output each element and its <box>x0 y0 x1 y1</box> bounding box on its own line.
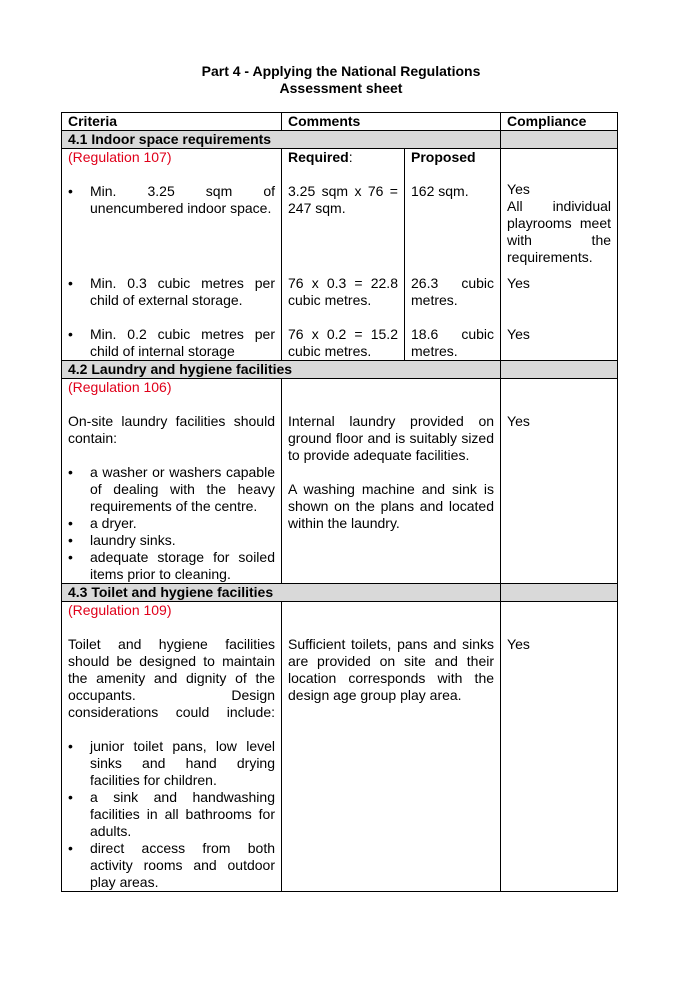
section-title-4-2: 4.2 Laundry and hygiene facilities <box>62 361 501 379</box>
list-item: • junior toilet pans, low level sinks and hand drying facilities for children. <box>68 738 275 789</box>
criteria-list <box>68 464 275 583</box>
criteria-item: • Min. 0.3 cubic metres per child of external storage. <box>68 275 275 309</box>
table-row <box>62 275 618 326</box>
comment-text: Sufficient toilets, pans and sinks are provided on site and their location corresponds with the design age group play area. <box>288 636 495 703</box>
page-title: Part 4 - Applying the National Regulations <box>201 63 481 79</box>
table-row <box>62 166 618 275</box>
table-row <box>62 149 618 167</box>
section-heading-row <box>62 584 618 602</box>
header-comments: Comments <box>282 113 501 131</box>
criteria-item: • Min. 0.2 cubic metres per child of internal storage <box>68 326 275 360</box>
section-title-4-1: 4.1 Indoor space requirements <box>62 131 501 149</box>
table-row <box>62 602 618 892</box>
regulation-ref: (Regulation 109) <box>68 602 172 618</box>
criteria-intro: On-site laundry facilities should contain: <box>68 413 275 446</box>
required-value: 3.25 sqm x 76 = 247 sqm. <box>282 166 405 275</box>
list-item: • adequate storage for soiled items prior to cleaning. <box>68 549 275 583</box>
required-label: Required <box>288 149 349 165</box>
compliance-value: Yes <box>507 636 530 652</box>
regulation-ref: (Regulation 106) <box>68 379 172 395</box>
section-heading-row <box>62 361 618 379</box>
header-criteria: Criteria <box>62 113 282 131</box>
assessment-table <box>61 112 618 892</box>
comment-text: A washing machine and sink is shown on the plans and located within the laundry. <box>288 481 495 531</box>
section-heading-row <box>62 131 618 149</box>
table-row <box>62 379 618 584</box>
list-item: • a sink and handwashing facilities in all bathrooms for adults. <box>68 789 275 840</box>
criteria-list <box>68 738 275 891</box>
regulation-ref: (Regulation 107) <box>62 149 282 167</box>
list-item: • laundry sinks. <box>68 532 275 549</box>
list-item: • direct access from both activity rooms and outdoor play areas. <box>68 840 275 891</box>
comment-text: Internal laundry provided on ground floor and is suitably sized to provide adequate facilities. <box>288 413 495 463</box>
criteria-intro: Toilet and hygiene facilities should be designed to maintain the amenity and dignity of the occupants. Design considerations could include: <box>68 636 275 720</box>
criteria-item: • Min. 3.25 sqm of unencumbered indoor space. <box>68 183 275 217</box>
proposed-value: 162 sqm. <box>405 166 501 275</box>
section-title-4-3: 4.3 Toilet and hygiene facilities <box>62 584 501 602</box>
required-value: 76 x 0.2 = 15.2 cubic metres. <box>282 326 405 361</box>
header-compliance: Compliance <box>501 113 618 131</box>
list-item: • a washer or washers capable of dealing with the heavy requirements of the centre. <box>68 464 275 515</box>
proposed-value: 26.3 cubic metres. <box>405 275 501 326</box>
compliance-value: Yes <box>501 326 618 361</box>
compliance-note: All individual playrooms meet with the requirements. <box>507 198 612 265</box>
required-colon: : <box>348 149 353 165</box>
required-value: 76 x 0.3 = 22.8 cubic metres. <box>282 275 405 326</box>
table-header-row <box>62 113 618 131</box>
proposed-header: Proposed <box>405 149 501 167</box>
page-subtitle: Assessment sheet <box>279 80 403 96</box>
compliance-value: Yes <box>507 181 530 197</box>
table-row <box>62 326 618 361</box>
proposed-value: 18.6 cubic metres. <box>405 326 501 361</box>
required-header <box>282 149 405 167</box>
list-item: • a dryer. <box>68 515 275 532</box>
compliance-value: Yes <box>501 275 618 326</box>
compliance-value: Yes <box>507 413 530 429</box>
